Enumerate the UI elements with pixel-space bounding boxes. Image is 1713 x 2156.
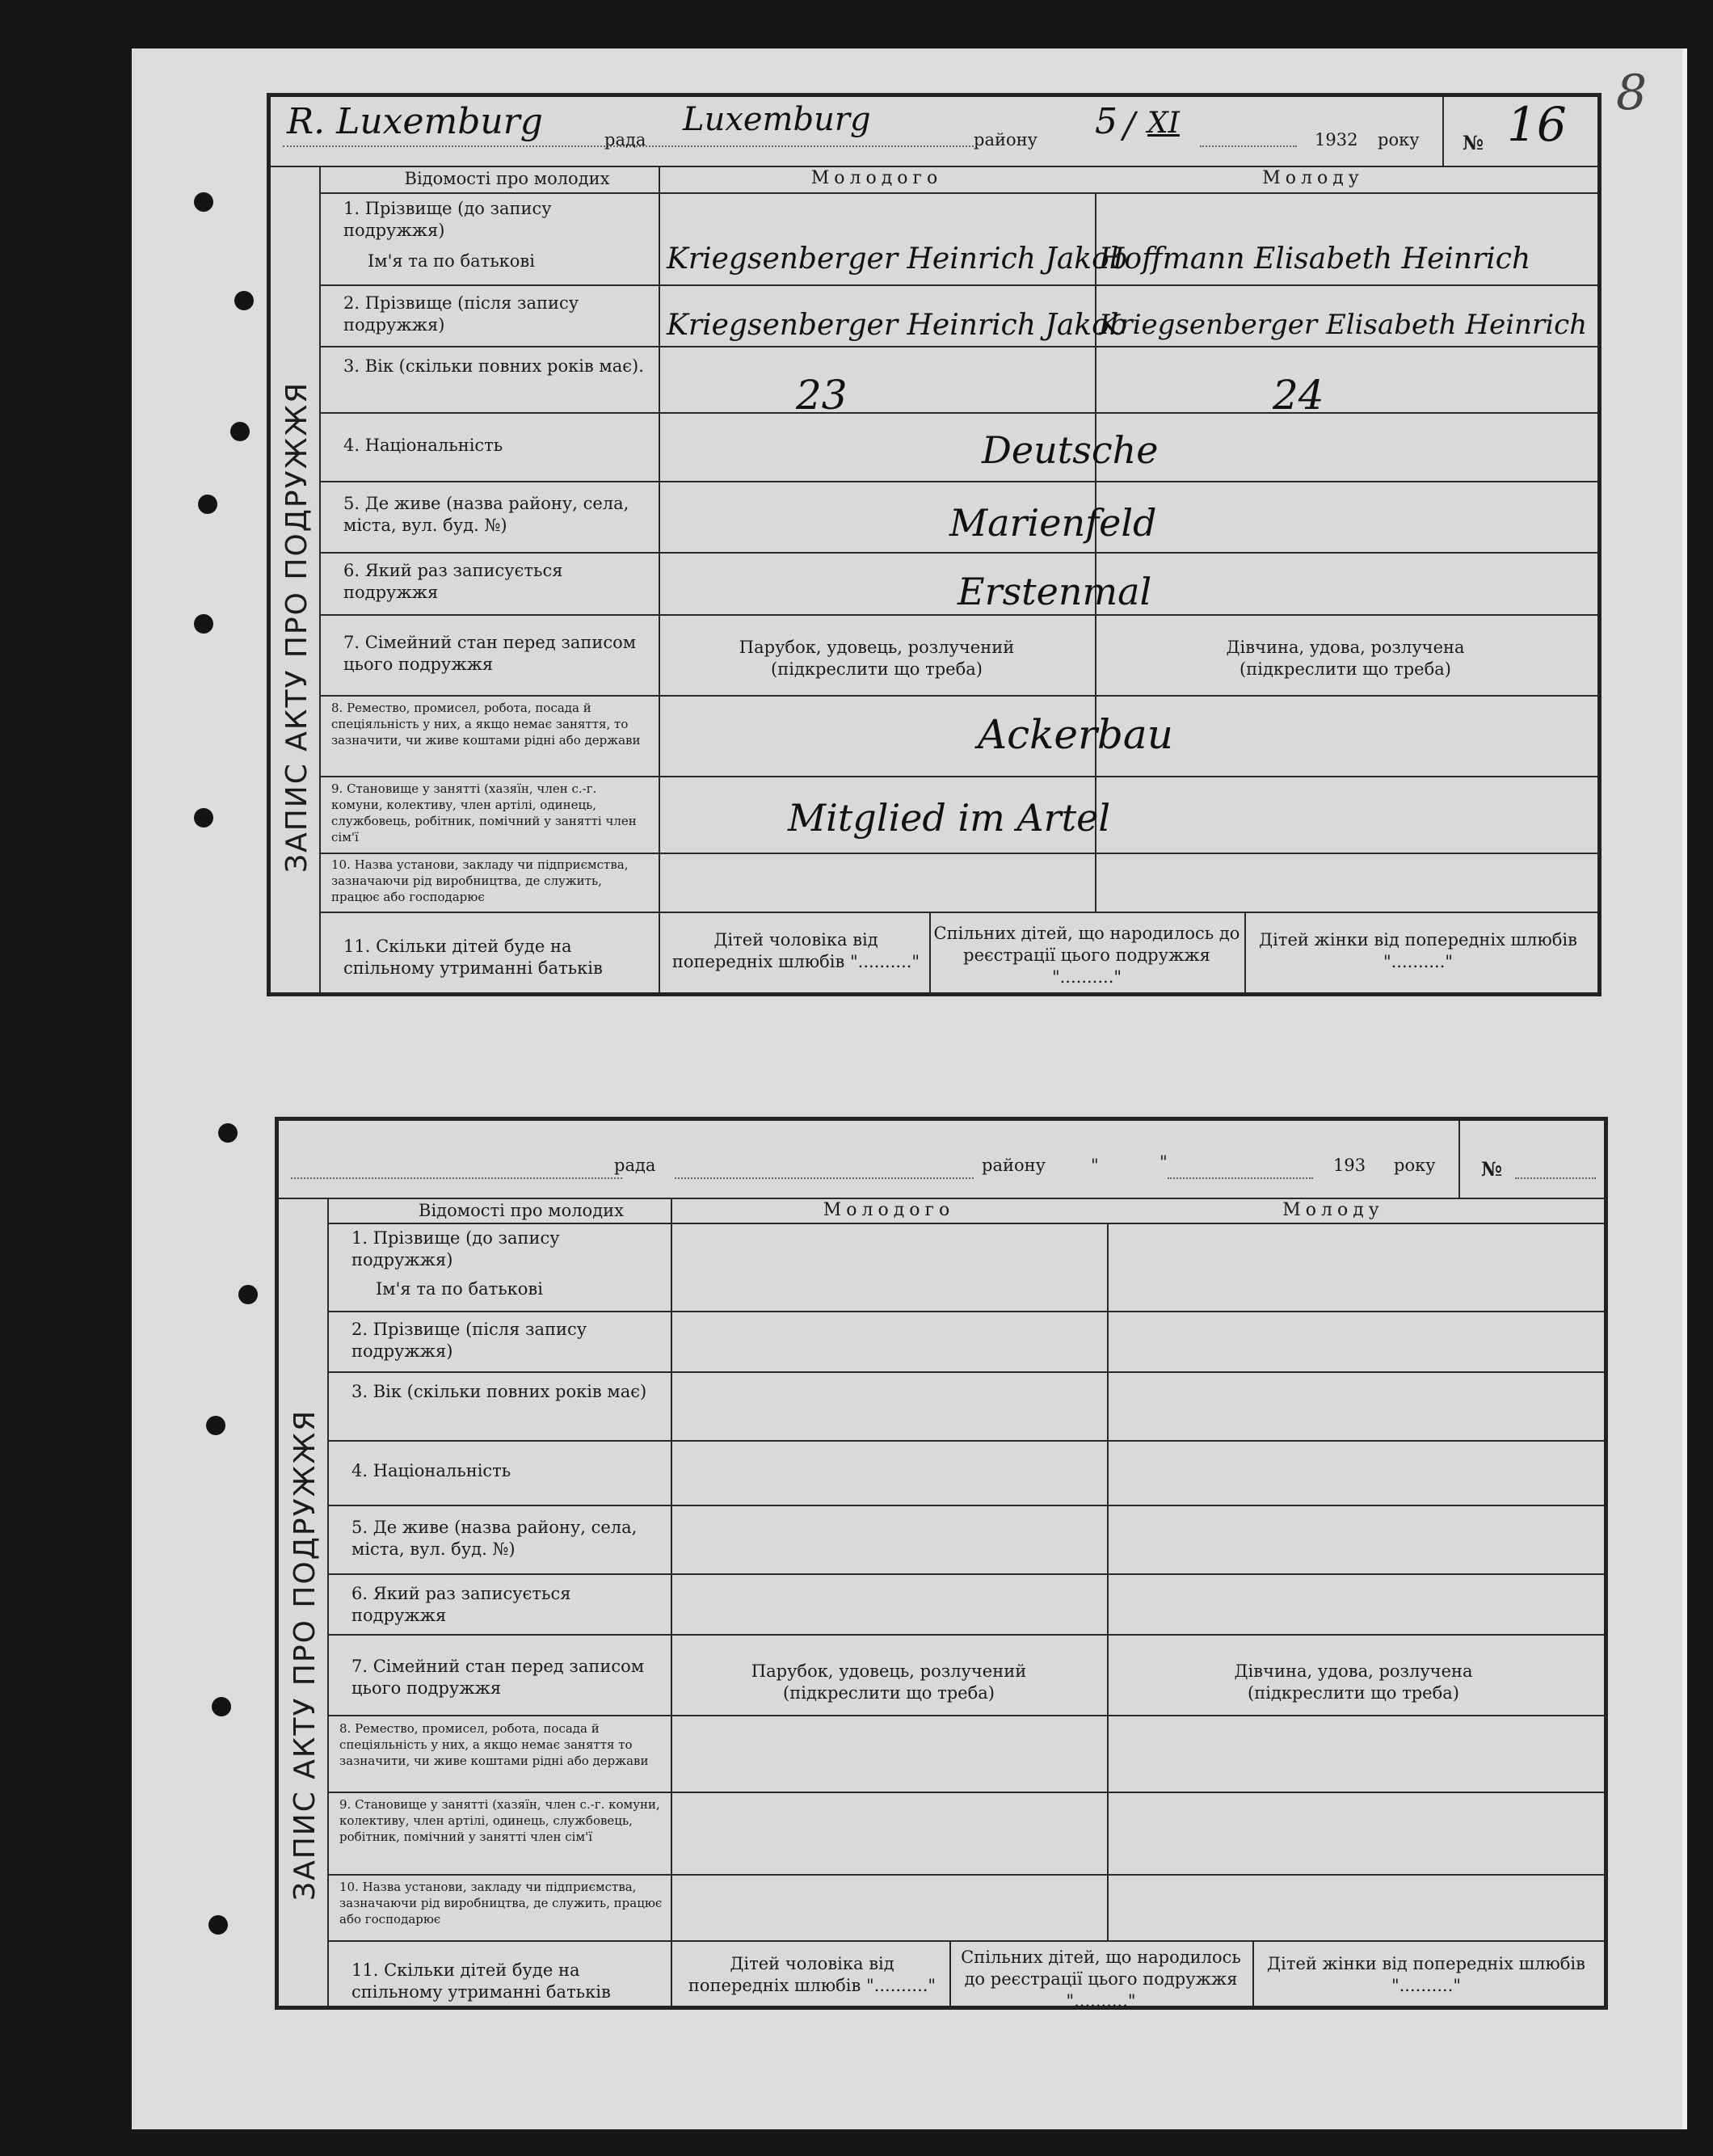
row-label-5: 5. Де живе (назва району, села, міста, вул. буд. №) xyxy=(343,494,629,535)
col-bride: Молоду xyxy=(1262,168,1364,188)
council-handwritten: R. Luxemburg xyxy=(287,101,543,142)
row-label-7: 7. Сімейний стан перед записом цього подружжя xyxy=(343,633,637,674)
margin-mark: 8 xyxy=(1616,65,1648,121)
col-info: Відомості про молодих xyxy=(419,1201,624,1220)
row-label-3: 3. Вік (скільки повних років має). xyxy=(343,356,644,376)
row-label-10: 10. Назва установи, закладу чи підприємства, зазначаючи рід виробництва, де служить, працює або господарює xyxy=(339,1880,663,1927)
col-info: Відомості про молодих xyxy=(404,169,610,188)
record-number: 16 xyxy=(1507,97,1567,152)
occupation: Ackerbau xyxy=(978,711,1173,758)
row-label-1b: Ім'я та по батькові xyxy=(368,251,535,271)
row-label-4: 4. Національність xyxy=(351,1461,511,1480)
punch-hole xyxy=(198,495,217,514)
date-day: 5 xyxy=(1095,101,1117,142)
punch-hole xyxy=(194,614,213,634)
bride-name: Hoffmann Elisabeth Heinrich xyxy=(1099,242,1531,276)
row-label-9: 9. Становище у занятті (хазяїн, член с.-г. комуни, колективу, член артілі, одинець, службовець, робітник, помічний у занятті член сім'ї xyxy=(331,781,637,844)
position: Mitglied im Artel xyxy=(788,796,1111,840)
number-label: № xyxy=(1463,131,1484,154)
row-label-1b: Ім'я та по батькові xyxy=(376,1279,543,1299)
marriage-record-form-blank xyxy=(275,1117,1608,2010)
punch-hole xyxy=(218,1123,238,1143)
punch-hole xyxy=(234,291,254,310)
district-label: району xyxy=(974,130,1037,149)
side-title: ЗАПИС АКТУ ПРО ПОДРУЖЖЯ xyxy=(288,1409,322,1901)
year-label: року xyxy=(1378,130,1420,149)
row-label-1: 1. Прізвище (до запису подружжя) xyxy=(351,1228,560,1270)
row-label-11: 11. Скільки дітей буде на спільному утриманні батьків xyxy=(351,1960,611,2002)
punch-hole xyxy=(212,1697,231,1716)
children-common: Спільних дітей, що народилось до реєстрації цього подружжя ".........." xyxy=(961,1948,1241,2011)
side-title: ЗАПИС АКТУ ПРО ПОДРУЖЖЯ xyxy=(280,381,314,873)
row-label-3: 3. Вік (скільки повних років має) xyxy=(351,1382,647,1401)
col-bride: Молоду xyxy=(1282,1200,1384,1220)
col-groom: Молодого xyxy=(823,1200,955,1220)
marriage-record-form-filled: R. Luxemburg рада Luxemburg району 5 / XI 1932 року № 16 ЗАПИС АКТУ ПРО ПОДРУЖЖЯ Відомості про молодих Молодого Молоду 1. Прізвище (до запису подружжя) Ім'я та по батькові 2. Прізвище (після запису подружжя) 3. Вік (скільки повних років має). 4. Національність 5. Де живе (назва району, села, міста, вул. буд. №) 6. Який раз записується подружжя 7. Сімейний стан перед записом цього подружжя 8. Ремество, промисел, робота, посада й спеціяльність у них, а якщо немає заняття, то зазначити, чи живе коштами рідні або держави 9. Становище у занятті (хазяїн, член с.-г. комуни, колективу, член артілі, одинець, службовець, робітник, помічний у занятті член сім'ї 10. Назва установи, закладу чи підприємства, зазначаючи рід виробництва, де служить, працює або господарює 11. Скільки дітей буде на спільному утриманні батьків Парубок, удовець, розлучений (підкреслити що треба) Дівчина, удова, розлучена (підкреслити що треба) Дітей чоловіка від попередніх шлюбів ".........." Спільних дітей, що народилось до реєстрації цього подружжя ".........." Дітей жінки від попередніх шлюбів ".........." Kriegsenberger Heinrich Jakob Hoffmann Elisabeth Heinrich Kriegsenberger Heinrich Jakob Kriegsenberger Elisabeth Heinrich 23 24 Deutsche Marienfeld Erstenmal Ackerbau Mitglied im Artel xyxy=(267,93,1601,996)
times-married: Erstenmal xyxy=(958,570,1152,613)
district-handwritten: Luxemburg xyxy=(683,101,871,138)
nationality: Deutsche xyxy=(982,428,1159,472)
bride-age: 24 xyxy=(1273,372,1324,419)
number-label: № xyxy=(1481,1157,1503,1181)
status-bride: Дівчина, удова, розлучена (підкреслити що треба) xyxy=(1226,638,1465,679)
groom-name: Kriegsenberger Heinrich Jakob xyxy=(667,242,1128,276)
groom-surname-after: Kriegsenberger Heinrich Jakob xyxy=(667,309,1128,342)
punch-hole xyxy=(238,1285,258,1304)
quote-open: " xyxy=(1091,1156,1099,1175)
row-label-11: 11. Скільки дітей буде на спільному утриманні батьків xyxy=(343,937,603,978)
residence: Marienfeld xyxy=(949,501,1157,545)
council-label: рада xyxy=(614,1156,656,1175)
col-groom: Молодого xyxy=(810,168,943,188)
groom-age: 23 xyxy=(796,372,848,419)
row-label-8: 8. Ремество, промисел, робота, посада й спеціяльність у них, а якщо немає заняття, то зазначити, чи живе коштами рідні або держави xyxy=(331,701,641,747)
district-label: району xyxy=(982,1156,1046,1175)
status-bride: Дівчина, удова, розлучена (підкреслити що треба) xyxy=(1234,1661,1473,1703)
children-common: Спільних дітей, що народилось до реєстрації цього подружжя ".........." xyxy=(933,924,1240,987)
bride-surname-after: Kriegsenberger Elisabeth Heinrich xyxy=(1099,309,1588,341)
row-label-2: 2. Прізвище (після запису подружжя) xyxy=(351,1320,587,1361)
row-label-9: 9. Становище у занятті (хазяїн, член с.-г. комуни, колективу, член артілі, одинець, службовець, робітник, помічний у занятті член сім'ї xyxy=(339,1797,660,1844)
year-label: року xyxy=(1394,1156,1436,1175)
punch-hole xyxy=(194,808,213,827)
children-husband: Дітей чоловіка від попередніх шлюбів ".........." xyxy=(671,930,920,971)
row-label-6: 6. Який раз записується подружжя xyxy=(343,561,563,602)
row-label-5: 5. Де живе (назва району, села, міста, вул. буд. №) xyxy=(351,1518,638,1559)
year: 193 xyxy=(1333,1156,1366,1175)
date-month: XI xyxy=(1147,107,1180,140)
row-label-8: 8. Ремество, промисел, робота, посада й спеціяльність у них, а якщо немає заняття то зазначити, чи живе коштами рідні або держави xyxy=(339,1721,649,1768)
row-label-7: 7. Сімейний стан перед записом цього подружжя xyxy=(351,1657,645,1698)
row-label-6: 6. Який раз записується подружжя xyxy=(351,1584,571,1625)
status-groom: Парубок, удовець, розлучений (підкреслити що треба) xyxy=(739,638,1015,679)
quote-close: " xyxy=(1160,1152,1168,1172)
children-husband: Дітей чоловіка від попередніх шлюбів ".........." xyxy=(688,1954,936,1995)
punch-hole xyxy=(208,1915,228,1935)
punch-hole xyxy=(194,192,213,212)
children-wife: Дітей жінки від попередніх шлюбів ".........." xyxy=(1267,1954,1585,1995)
status-groom: Парубок, удовець, розлучений (підкреслити що треба) xyxy=(751,1661,1027,1703)
children-wife: Дітей жінки від попередніх шлюбів ".........." xyxy=(1259,930,1577,971)
row-label-2: 2. Прізвище (після запису подружжя) xyxy=(343,293,579,335)
row-label-4: 4. Національність xyxy=(343,436,503,455)
row-label-1: 1. Прізвище (до запису подружжя) xyxy=(343,199,552,240)
year: 1932 xyxy=(1315,130,1358,149)
row-label-10: 10. Назва установи, закладу чи підприємства, зазначаючи рід виробництва, де служить, працює або господарює xyxy=(331,857,629,904)
council-label: рада xyxy=(604,130,646,149)
punch-hole xyxy=(206,1416,225,1435)
punch-hole xyxy=(230,422,250,441)
